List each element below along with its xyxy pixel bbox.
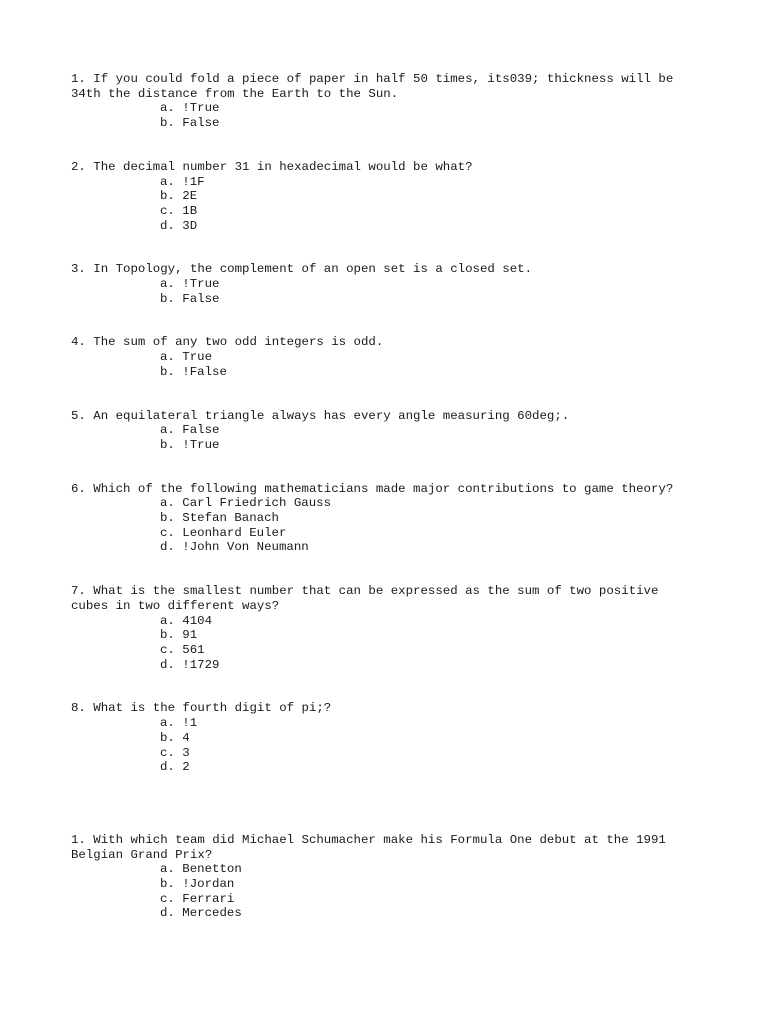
spacer (71, 453, 701, 482)
answer-option: d. 3D (160, 218, 198, 233)
answer-option: b. Stefan Banach (160, 511, 279, 526)
answer-option: a. !1F (160, 174, 205, 189)
question-text: 4. The sum of any two odd integers is odd. (71, 335, 384, 350)
question-9 (71, 833, 701, 921)
answer-options (71, 350, 701, 379)
question-text: 7. What is the smallest number that can be expressed as the sum of two positive cubes in two different ways? (71, 584, 666, 613)
spacer (71, 131, 701, 160)
question-7 (71, 584, 701, 672)
answer-options (71, 614, 701, 673)
answer-option: d. 2 (160, 760, 190, 775)
answer-option: d. !John Von Neumann (160, 540, 309, 555)
answer-options (71, 423, 701, 452)
answer-options (71, 277, 701, 306)
document-page (71, 72, 701, 921)
answer-option: c. Ferrari (160, 891, 235, 906)
question-text: 1. With which team did Michael Schumacher make his Formula One debut at the 1991 Belgian Grand Prix? (71, 832, 674, 862)
answer-option: b. False (160, 116, 220, 131)
answer-option: b. False (160, 291, 220, 306)
question-text: 3. In Topology, the complement of an open set is a closed set. (71, 262, 533, 277)
answer-option: a. !True (160, 277, 220, 292)
answer-option: a. 4104 (160, 613, 213, 628)
answer-option: c. Leonhard Euler (160, 525, 287, 540)
answer-option: a. Carl Friedrich Gauss (160, 496, 332, 511)
answer-option: d. !1729 (160, 657, 220, 672)
answer-options (71, 496, 701, 555)
answer-option: b. 2E (160, 189, 198, 204)
question-4 (71, 335, 701, 379)
question-3 (71, 262, 701, 306)
question-text: 5. An equilateral triangle always has every angle measuring 60deg;. (71, 408, 570, 423)
answer-options (71, 862, 701, 921)
question-6 (71, 482, 701, 556)
spacer (71, 775, 701, 833)
question-2 (71, 160, 701, 234)
question-5 (71, 409, 701, 453)
spacer (71, 672, 701, 701)
answer-option: a. !True (160, 101, 220, 116)
answer-option: c. 561 (160, 642, 205, 657)
answer-option: b. !True (160, 437, 220, 452)
answer-option: b. !False (160, 364, 227, 379)
spacer (71, 306, 701, 335)
answer-option: d. Mercedes (160, 906, 242, 921)
spacer (71, 380, 701, 409)
answer-option: a. !1 (160, 716, 198, 731)
question-text: 6. Which of the following mathematicians made major contributions to game theory? (71, 481, 674, 496)
answer-options (71, 716, 701, 775)
question-1 (71, 72, 701, 131)
answer-option: a. Benetton (160, 862, 242, 877)
question-text: 2. The decimal number 31 in hexadecimal would be what? (71, 159, 473, 174)
answer-option: b. 4 (160, 730, 190, 745)
answer-options (71, 175, 701, 234)
answer-option: b. 91 (160, 628, 198, 643)
answer-option: c. 1B (160, 203, 198, 218)
answer-option: c. 3 (160, 745, 190, 760)
answer-option: a. True (160, 350, 213, 365)
spacer (71, 233, 701, 262)
spacer (71, 555, 701, 584)
answer-option: a. False (160, 423, 220, 438)
question-text: 8. What is the fourth digit of pi;? (71, 701, 332, 716)
question-text: 1. If you could fold a piece of paper in half 50 times, its039; thickness will be 34th the distance from the Earth to the Sun. (71, 72, 681, 101)
question-8 (71, 701, 701, 775)
answer-option: b. !Jordan (160, 877, 235, 892)
answer-options (71, 101, 701, 130)
